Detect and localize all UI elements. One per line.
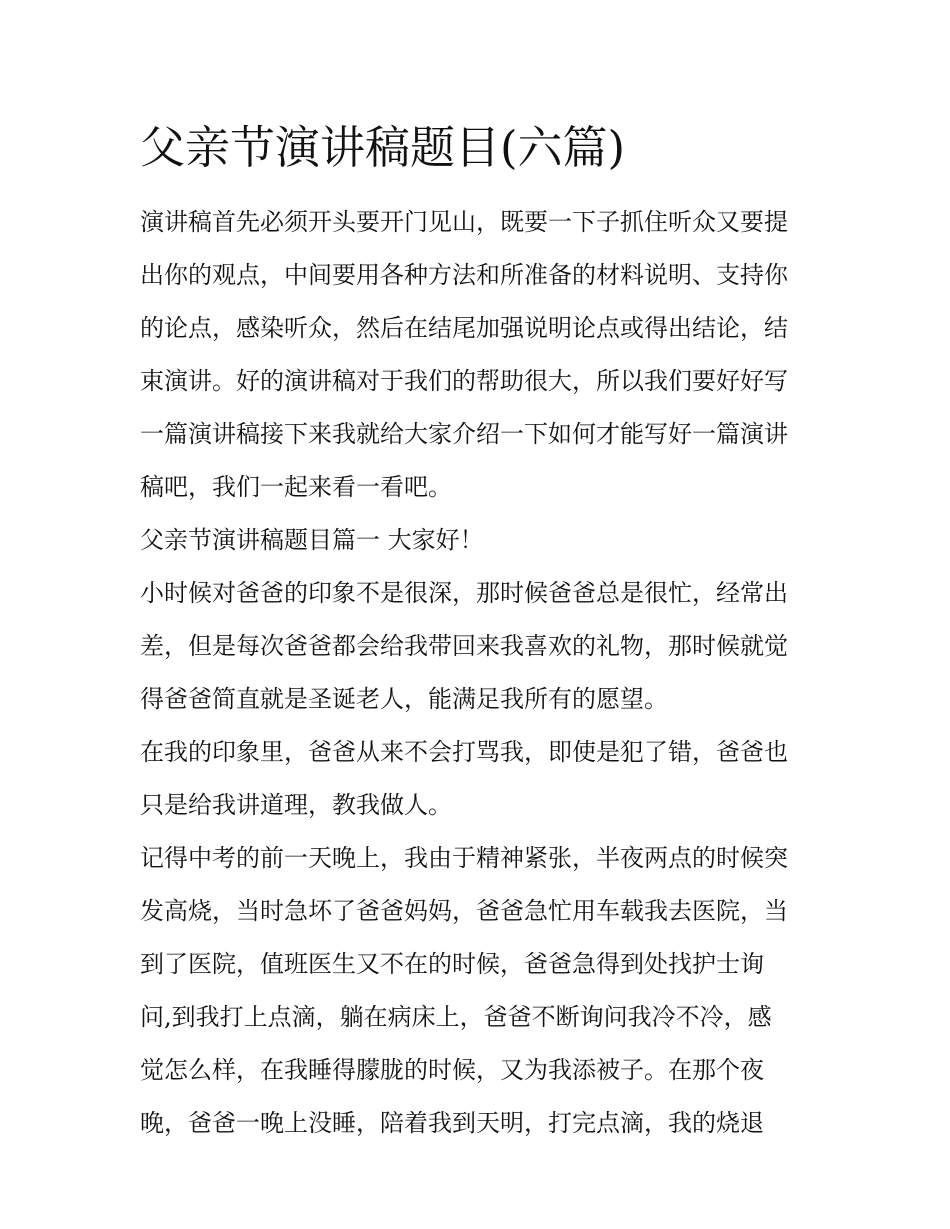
body-line: 晚，爸爸一晚上没睡，陪着我到天明，打完点滴，我的烧退 — [140, 1109, 764, 1137]
body-line: 出你的观点，中间要用各种方法和所准备的材料说明、支持你 — [140, 261, 788, 289]
body-line: 到了医院，值班医生又不在的时候，爸爸急得到处找护士询 — [140, 950, 764, 978]
body-line: 发高烧，当时急坏了爸爸妈妈，爸爸急忙用车载我去医院，当 — [140, 897, 788, 925]
body-line: 问,到我打上点滴，躺在病床上，爸爸不断询问我冷不冷，感 — [140, 1003, 772, 1031]
body-line: 的论点，感染听众，然后在结尾加强说明论点或得出结论，结 — [140, 314, 788, 342]
body-line: 一篇演讲稿接下来我就给大家介绍一下如何才能写好一篇演讲 — [140, 420, 788, 448]
body-line: 束演讲。好的演讲稿对于我们的帮助很大，所以我们要好好写 — [140, 367, 788, 395]
body-line: 差，但是每次爸爸都会给我带回来我喜欢的礼物，那时候就觉 — [140, 632, 788, 660]
document-body — [140, 196, 820, 1150]
body-line: 演讲稿首先必须开头要开门见山，既要一下子抓住听众又要提 — [140, 208, 788, 236]
document-title: 父亲节演讲稿题目(六篇) — [140, 121, 626, 174]
body-line: 觉怎么样，在我睡得朦胧的时候，又为我添被子。在那个夜 — [140, 1056, 764, 1084]
body-line: 得爸爸简直就是圣诞老人，能满足我所有的愿望。 — [140, 685, 668, 713]
section-heading-line: 父亲节演讲稿题目篇一 大家好！ — [140, 526, 484, 554]
body-line: 记得中考的前一天晚上，我由于精神紧张，半夜两点的时候突 — [140, 844, 788, 872]
body-line: 只是给我讲道理，教我做人。 — [140, 791, 452, 819]
body-line: 小时候对爸爸的印象不是很深，那时候爸爸总是很忙，经常出 — [140, 579, 788, 607]
body-line: 稿吧，我们一起来看一看吧。 — [140, 473, 452, 501]
body-line: 在我的印象里，爸爸从来不会打骂我，即使是犯了错，爸爸也 — [140, 738, 788, 766]
